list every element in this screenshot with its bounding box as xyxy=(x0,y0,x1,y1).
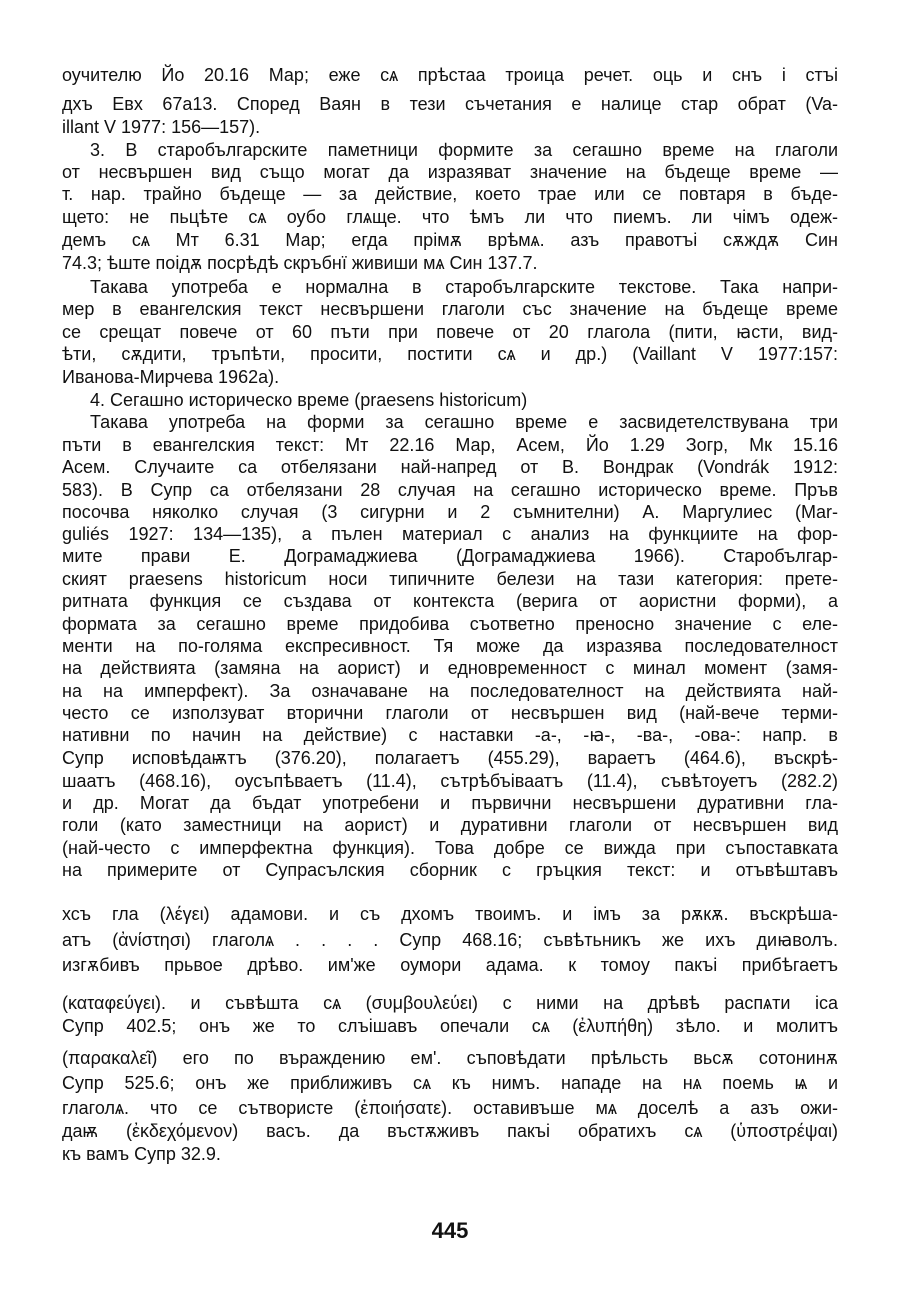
text-line: 4. Сегашно историческо време (praesens historicum) xyxy=(90,390,528,410)
text-line: мер в евангелския текст несвършени глаголи със значение на бъдеще време xyxy=(62,299,838,319)
text-line: Супр 402.5; онъ же то слъішавъ опечали сѧ (ἐλυπήθη) зѣло. и молитъ xyxy=(62,1016,838,1036)
text-line: къ вамъ Супр 32.9. xyxy=(62,1144,221,1164)
text-line: щето: не пьцѣте сѧ оубо глѧще. что ѣмъ ли что пиемъ. ли чімъ одеж- xyxy=(62,207,838,227)
text-line: на действията (замяна на аорист) и едновременност с минал момент (замя- xyxy=(62,658,838,678)
text-line: Такава употреба на форми за сегашно време е засвидетелствувана три xyxy=(90,412,838,432)
text-line: атъ (ἀνίστησι) глаголѧ . . . . Супр 468.16; съвѣтьникъ же ихъ диꙗволъ. xyxy=(62,930,838,950)
text-line: на примерите от Супрасълския сборник с гръцкия текст: и отъвѣштавъ xyxy=(62,860,838,880)
text-line: на на имперфект). За означаване на последователност на действията най- xyxy=(62,681,838,701)
text-line: пъти в евангелския текст: Мт 22.16 Мар, Асем, Йо 1.29 Зогр, Мк 15.16 xyxy=(62,435,838,455)
page-number: 445 xyxy=(431,1218,469,1243)
text-line: Супр 525.6; онъ же приближивъ сѧ къ нимъ. нападе на нѧ поемь ѩ и xyxy=(62,1073,838,1093)
text-line: Асем. Случаите са отбелязани най-напред от В. Вондрак (Vondrák 1912: xyxy=(62,457,838,477)
text-line: оучителю Йо 20.16 Мар; еже сѧ прѣстаа троица речет. оць и снъ і стъі xyxy=(62,65,838,85)
text-line: Супр исповѣдаѭтъ (376.20), полагаетъ (455.29), вараетъ (464.6), въскрѣ- xyxy=(62,748,838,768)
text-line: от несвършен вид също могат да изразяват значение на бъдеще време — xyxy=(62,162,838,182)
text-line: 583). В Супр са отбелязани 28 случая на сегашно историческо време. Пръв xyxy=(62,480,838,500)
text-line: посочва няколко случая (3 сигурни и 2 съмнителни) А. Маргулиес (Mar- xyxy=(62,502,838,522)
text-line: Иванова-Мирчева 1962а). xyxy=(62,367,280,387)
text-line: и др. Могат да бъдат употребени и първични несвършени дуративни гла- xyxy=(62,793,838,813)
text-line: шаатъ (468.16), оусъпѣваетъ (11.4), сътрѣбъіваатъ (11.4), съвѣтоуетъ (282.2) xyxy=(62,771,838,791)
text-line: често се използуват вторични глаголи от несвършен вид (най-вече терми- xyxy=(62,703,838,723)
text-line: 3. В старобългарските паметници формите за сегашно време на глаголи xyxy=(90,140,838,160)
text-line: нативни по начин на действие) с наставки -а-, -ꙗ-, -ва-, -ова-: напр. в xyxy=(62,725,838,745)
text-line: голи (като заместници на аорист) и дуративни глаголи от несвършен вид xyxy=(62,815,838,835)
text-line: (παρακαλεῖ) его по въраждению ем'. съповѣдати прѣльсть вьсѫ сотонинѫ xyxy=(62,1048,838,1068)
text-line: guliés 1927: 134—135), а пълен материал с анализ на функциите на фор- xyxy=(62,524,838,544)
text-line: Такава употреба е нормална в старобългарските текстове. Така напри- xyxy=(90,277,838,297)
text-line: дхъ Евх 67а13. Според Ваян в тези съчетания е налице стар обрат (Va- xyxy=(62,94,838,114)
text-line: 74.3; ѣште поідѫ посрѣдѣ скръбнї живиши мѧ Син 137.7. xyxy=(62,253,538,273)
text-line: хсъ гла (λέγει) адамови. и съ дхомъ твоимъ. и імъ за рѫкѫ. въскрѣша- xyxy=(62,904,838,924)
text-line: ѣти, сѫдити, тръпѣти, просити, постити сѧ и др.) (Vaillant V 1977:157: xyxy=(62,344,838,364)
text-line: (καταφεύγει). и съвѣшта сѧ (συμβουλεύει) с ними на дрѣвѣ распѧти іса xyxy=(62,993,838,1013)
text-line: глаголѧ. что се сътвористе (ἐποιήσατε). оставивъше мѧ доселѣ а азъ ожи- xyxy=(62,1098,838,1118)
text-line: illant V 1977: 156—157). xyxy=(62,117,261,137)
text-line: даѭ (ἐκδεχόμενον) васъ. да въстѫживъ пакъі обратихъ сѧ (ὑποστρέψαι) xyxy=(62,1121,838,1141)
text-line: т. нар. трайно бъдеще — за действие, което трае или се повтаря в бъде- xyxy=(62,184,838,204)
text-line: формата за сегашно време придобива съответно преносно значение с еле- xyxy=(62,614,838,634)
text-line: ският praesens historicum носи типичните белези на тази категория: прете- xyxy=(62,569,838,589)
text-line: (най-често с имперфектна функция). Това добре се вижда при съпоставката xyxy=(62,838,838,858)
text-line: менти на по-голяма експресивност. Тя може да изразява последователност xyxy=(62,636,838,656)
text-line: изгѫбивъ прьвое дрѣво. им'же оумори адама. к томоу пакъі прибѣгаетъ xyxy=(62,955,838,975)
text-line: ритната функция се създава от контекста (верига от аористни форми), а xyxy=(62,591,838,611)
text-line: се срещат повече от 60 пъти при повече от 20 глагола (пити, ꙗсти, вид- xyxy=(62,322,838,342)
text-line: мите прави Е. Дограмаджиева (Дограмаджиева 1966). Старобългар- xyxy=(62,546,838,566)
text-line: демъ сѧ Мт 6.31 Мар; егда прімѫ врѣмѧ. азъ правотъі сѫждѫ Син xyxy=(62,230,838,250)
